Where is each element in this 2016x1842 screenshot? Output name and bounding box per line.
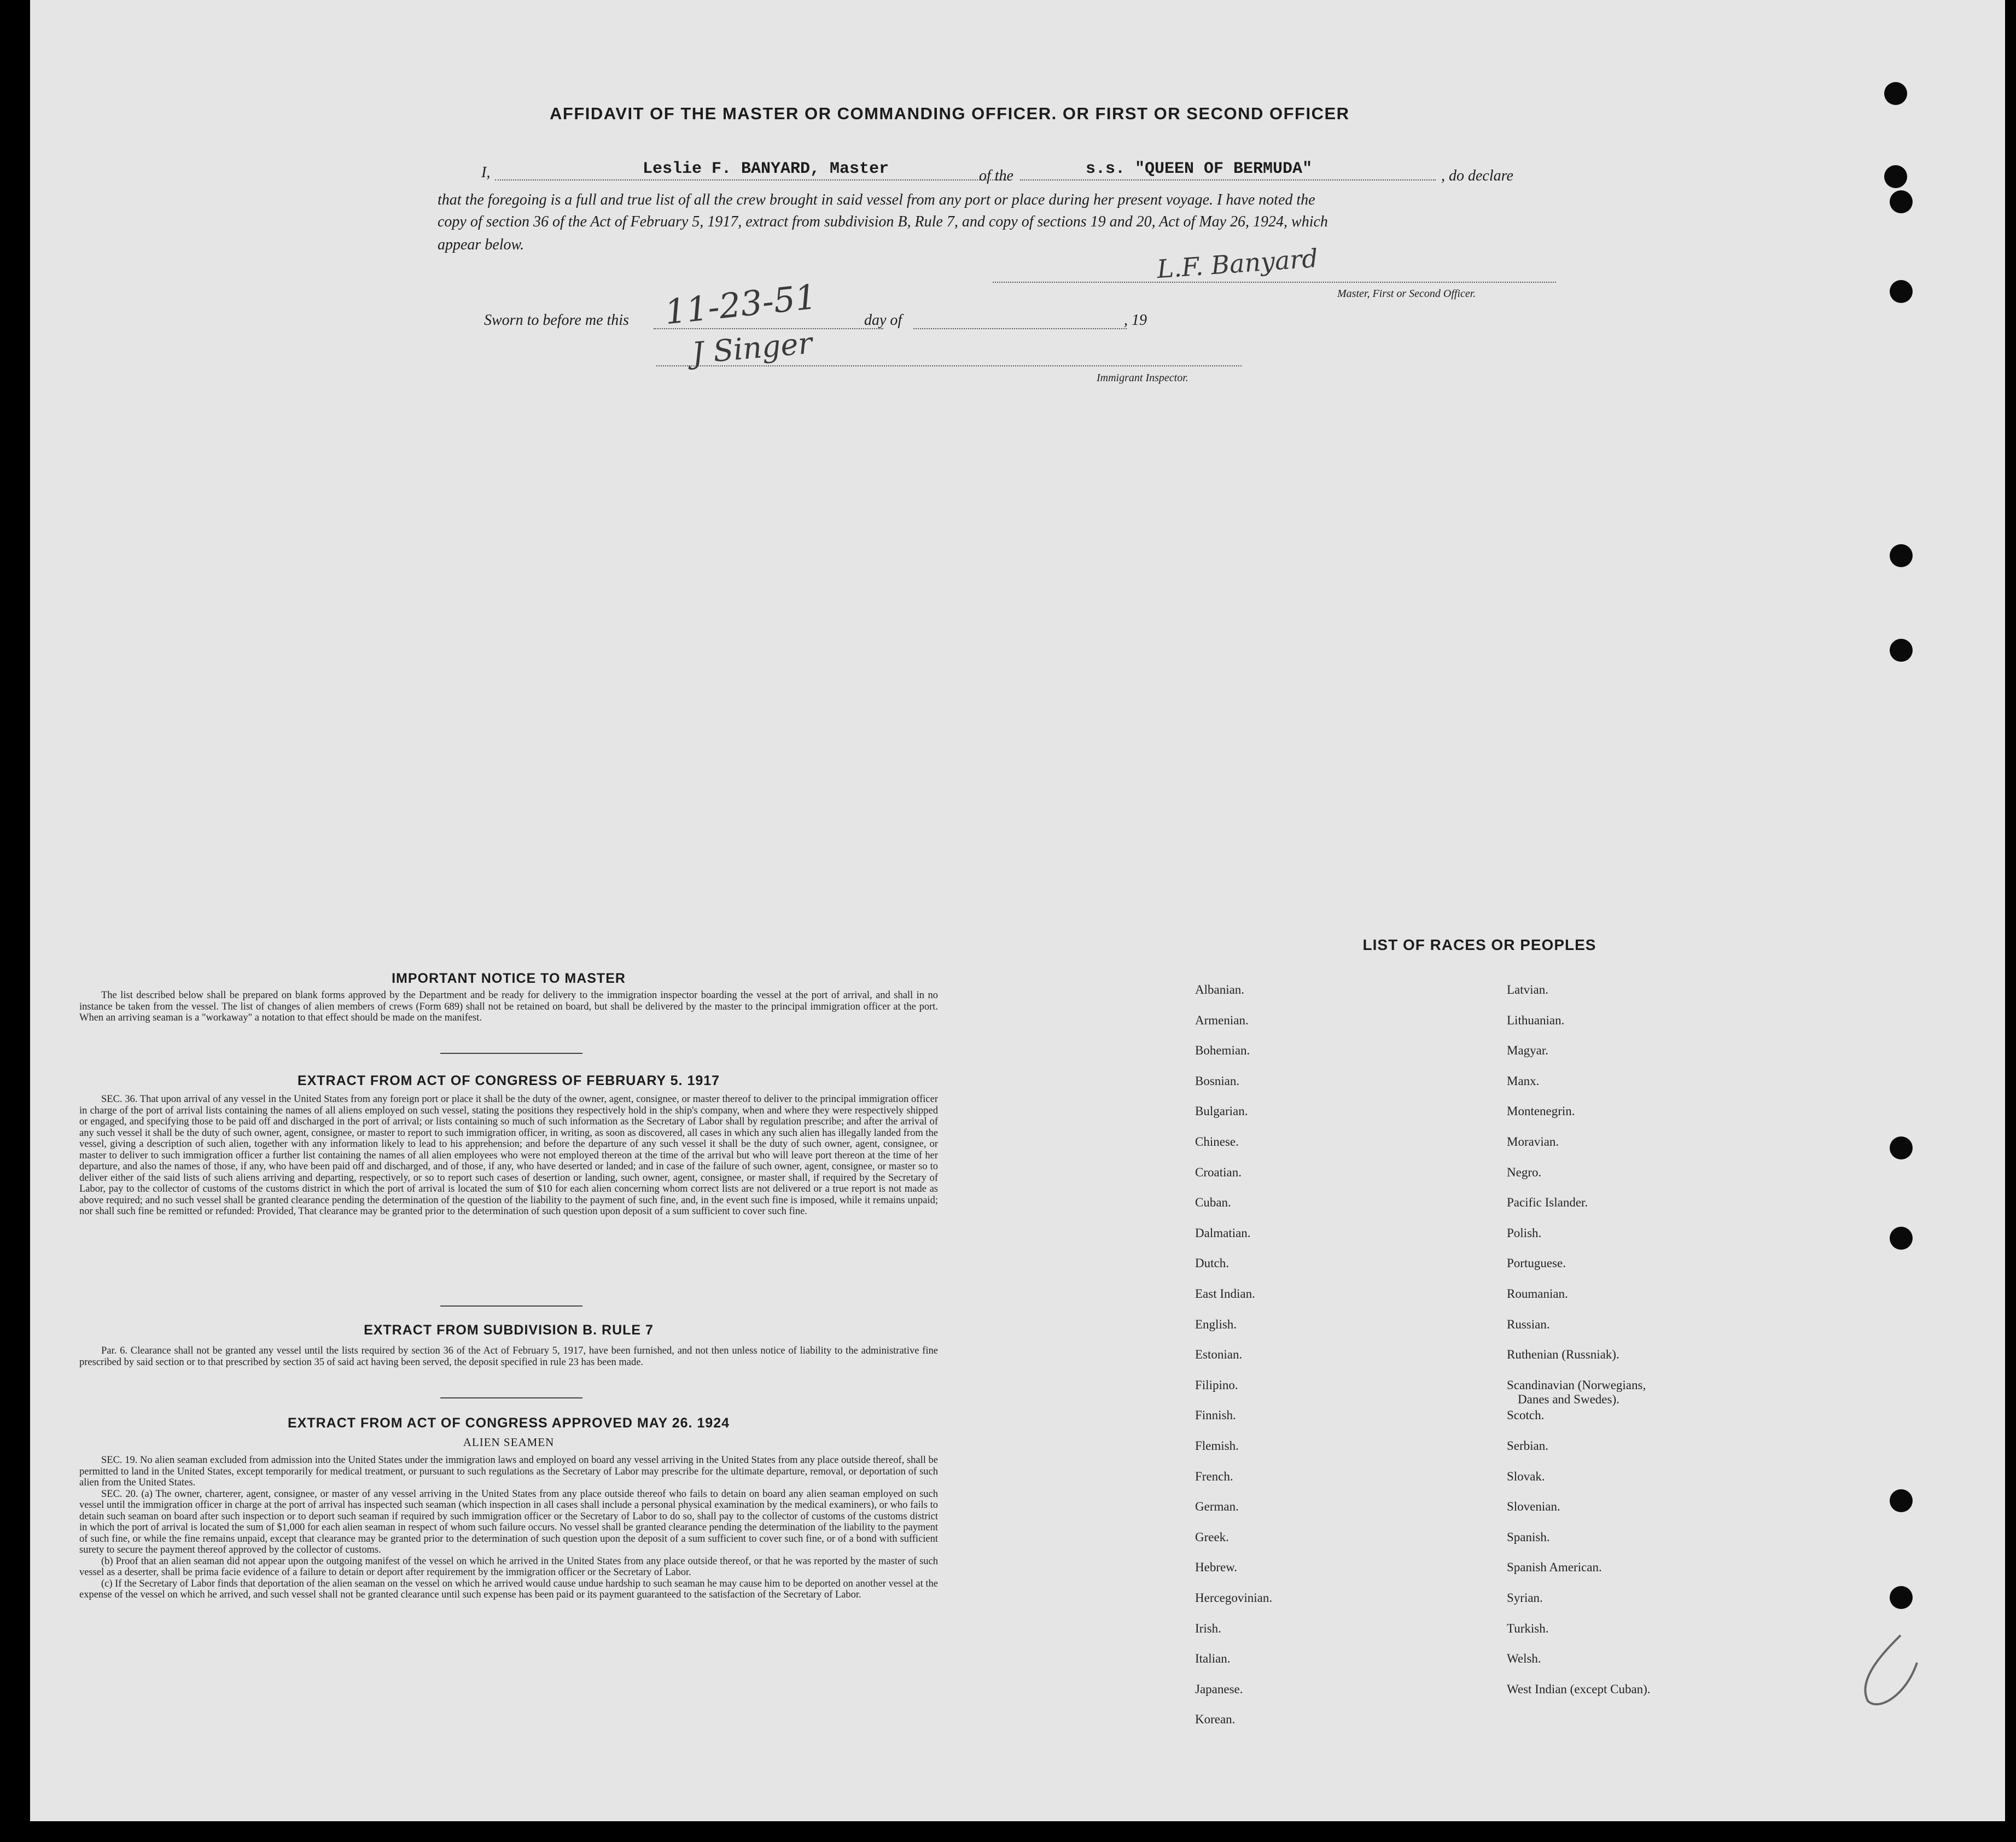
race-item: Finnish. [1195, 1408, 1236, 1423]
name-line [495, 179, 1006, 180]
race-item: Syrian. [1507, 1591, 1543, 1605]
race-item: Albanian. [1195, 983, 1245, 996]
day-of-label: day of [864, 312, 902, 329]
race-item: Slovak. [1507, 1469, 1545, 1483]
extract-1924-title: EXTRACT FROM ACT OF CONGRESS APPROVED MAY 26. 1924 [287, 1415, 730, 1431]
do-declare-label: , do declare [1441, 167, 1513, 184]
race-item: Turkish. [1507, 1621, 1549, 1635]
race-item: Magyar. [1507, 1044, 1549, 1058]
punch-hole [1890, 639, 1913, 662]
race-item: German. [1195, 1500, 1239, 1514]
sworn-label: Sworn to before me this [484, 312, 629, 329]
declaration-line-3: appear below. [438, 236, 525, 253]
race-item: Montenegrin. [1507, 1104, 1575, 1118]
sworn-date: 11-23-51 [662, 276, 819, 333]
race-item: Slovenian. [1507, 1500, 1560, 1514]
race-item: Irish. [1195, 1621, 1221, 1635]
race-item: Flemish. [1195, 1439, 1239, 1453]
race-item: Estonian. [1195, 1348, 1243, 1362]
race-item: Dalmatian. [1195, 1226, 1251, 1240]
race-item: Negro. [1507, 1165, 1542, 1179]
race-item: Moravian. [1507, 1135, 1559, 1149]
document-sheet [30, 0, 2005, 1821]
day-of-line [913, 328, 1127, 329]
punch-hole [1884, 165, 1907, 188]
year-prefix: , 19 [1124, 312, 1147, 329]
divider [440, 1053, 582, 1054]
race-item: French. [1195, 1469, 1233, 1483]
notice-body: The list described below shall be prepared on blank forms approved by the Department and be ready for delivery to the immigration inspector boarding the vessel at the port of arrival, and shall in no instance be taken from the vessel. The list of changes of alien members of crews (Form 689) shall not be retained on board, but shall be delivered by the master to the principal immigration officer at the port. When an arriving seaman is a "workaway" a notation to that effect should be made on the manifest. [79, 990, 938, 1023]
race-item: Hercegovinian. [1195, 1591, 1273, 1605]
punch-hole [1890, 190, 1913, 213]
race-item: Italian. [1195, 1652, 1231, 1666]
punch-hole [1890, 280, 1913, 303]
race-item: Welsh. [1507, 1652, 1541, 1666]
race-item: Portuguese. [1507, 1256, 1566, 1270]
race-item: Roumanian. [1507, 1287, 1568, 1301]
inspector-signature: J Singer [690, 325, 814, 371]
race-item: Bohemian. [1195, 1044, 1250, 1058]
race-item: Dutch. [1195, 1256, 1229, 1270]
sec-20b: (b) Proof that an alien seaman did not appear upon the outgoing manifest of the vessel on which he arrived in the United States from any place outside thereof, or that he was reported by the master of such vessel as a deserter, shall be prima facie evidence of a failure to detain or deport after requirement by the immigration officer or the Secretary of Labor. [79, 1555, 938, 1578]
race-item: Scotch. [1507, 1408, 1545, 1423]
punch-hole [1890, 1489, 1913, 1512]
race-item: Scandinavian (Norwegians, [1507, 1378, 1646, 1392]
race-item: Croatian. [1195, 1165, 1242, 1179]
extract-rule7-body: Par. 6. Clearance shall not be granted any vessel until the lists required by section 36 of the Act of February 5, 1917, have been furnished, and not then unless notice of liability to the administrative fine prescribed by said section or to that prescribed by section 35 of said act having been served, the deposit specified in rule 23 has been made. [79, 1345, 938, 1368]
declaration-line-1: that the foregoing is a full and true list of all the crew brought in said vessel from any port or place during her present voyage. I have noted the [438, 191, 1315, 208]
race-item: East Indian. [1195, 1287, 1255, 1301]
inspector-line [656, 365, 1242, 366]
race-item: Bulgarian. [1195, 1104, 1248, 1118]
pen-mark [1835, 1630, 1933, 1712]
extract-1917-body: SEC. 36. That upon arrival of any vessel in the United States from any foreign port or place it shall be the duty of the owner, agent, consignee, or master thereof to deliver to the principal immigration officer in charge of the port of arrival lists containing the names of all aliens employed on such vessel, stating the positions they respectively hold in the ship's company, when and where they were respectively shipped or engaged, and specifying those to be paid off and discharged in the port of arrival; or lists containing so much of such information as the Secretary of Labor shall by regulation prescribe; and after the arrival of any such vessel it shall be the duty of such owner, agent, consignee, or master to report to such immigration officer, in writing, as soon as discovered, all cases in which any such alien has illegally landed from the vessel, giving a description of such alien, together with any information likely to lead to his apprehension; and before the departure of any such vessel it shall be the duty of such owner, agent, consignee, or master to deliver to such immigration officer a further list containing the names of all alien employees who were not employed thereon at the time of the arrival but who will leave port thereon at the time of her departure, and also the names of those, if any, who have been paid off and discharged, and of those, if any, who have deserted or landed; and in case of the failure of such owner, agent, consignee, or master so to deliver either of the said lists of such aliens arriving and departing, respectively, or so to report such cases of desertion or landing, such owner, agent, consignee, or master shall, if required by the Secretary of Labor, pay to the collector of customs of the customs district in which the port of arrival is located the sum of $10 for each alien concerning whom correct lists are not delivered or a true report is not made as above required; and no such vessel shall be granted clearance pending the determination of the question of the liability to the payment of such fine, and, in the event such fine is imposed, while it remains unpaid; nor shall such fine be remitted or refunded: Provided, That clearance may be granted prior to the determination of such question upon deposit of a sum sufficient to cover such fine. [79, 1094, 938, 1217]
race-item: Cuban. [1195, 1196, 1231, 1210]
i-label: I, [481, 164, 491, 181]
race-item: Bosnian. [1195, 1074, 1240, 1088]
race-item: Chinese. [1195, 1135, 1239, 1149]
sec-20c: (c) If the Secretary of Labor finds that deportation of the alien seaman on the vessel on which he arrived would cause undue hardship to such seaman he may cause him to be deported on another vessel at the expense of the vessel on which he arrived, and such vessel shall not be granted clearance until such expense has been paid or its payment guaranteed to the satisfaction of the Secretary of Labor. [79, 1578, 938, 1600]
master-signature: L.F. Banyard [1156, 243, 1319, 284]
punch-hole [1890, 1227, 1913, 1250]
race-item: Lithuanian. [1507, 1013, 1565, 1027]
punch-hole [1890, 544, 1913, 567]
extract-1924-body [79, 1455, 938, 1601]
race-item: Filipino. [1195, 1378, 1238, 1392]
race-item: Pacific Islander. [1507, 1196, 1588, 1210]
of-the-label: of the [979, 167, 1013, 184]
race-item: Danes and Swedes). [1518, 1392, 1619, 1406]
punch-hole [1890, 1586, 1913, 1609]
master-name: Leslie F. BANYARD, Master [643, 160, 889, 178]
notice-title: IMPORTANT NOTICE TO MASTER [392, 971, 626, 986]
punch-hole [1890, 1136, 1913, 1159]
vessel-line [1020, 179, 1436, 180]
race-item: West Indian (except Cuban). [1507, 1682, 1651, 1696]
signature-caption: Master, First or Second Officer. [1337, 288, 1476, 300]
race-item: Latvian. [1507, 983, 1548, 996]
extract-1924-subtitle: ALIEN SEAMEN [463, 1436, 555, 1449]
declaration-line-2: copy of section 36 of the Act of February 5, 1917, extract from subdivision B, Rule 7, and copy of sections 19 and 20, Act of May 26, 1924, which [438, 213, 1328, 230]
races-title: LIST OF RACES OR PEOPLES [1362, 936, 1597, 953]
extract-1917-title: EXTRACT FROM ACT OF CONGRESS OF FEBRUARY 5. 1917 [297, 1073, 720, 1088]
race-item: English. [1195, 1317, 1237, 1331]
divider [440, 1305, 582, 1307]
inspector-caption: Immigrant Inspector. [1097, 372, 1188, 384]
race-item: Polish. [1507, 1226, 1542, 1240]
sec-19: SEC. 19. No alien seaman excluded from admission into the United States under the immigration laws and employed on board any vessel arriving in the United States from any place outside thereof, shall be permitted to land in the United States, except temporarily for medical treatment, or pursuant to such regulations as the Secretary of Labor may prescribe for the ultimate departure, removal, or deportation of such alien from the United States. [79, 1455, 938, 1488]
signature-line [993, 282, 1556, 283]
race-item: Armenian. [1195, 1013, 1249, 1027]
vessel-name: s.s. "QUEEN OF BERMUDA" [1086, 160, 1313, 178]
race-item: Hebrew. [1195, 1560, 1238, 1575]
extract-rule7-title: EXTRACT FROM SUBDIVISION B. RULE 7 [364, 1322, 654, 1338]
race-item: Ruthenian (Russniak). [1507, 1348, 1619, 1362]
race-item: Japanese. [1195, 1682, 1243, 1696]
race-item: Spanish. [1507, 1530, 1550, 1544]
divider [440, 1397, 582, 1398]
punch-hole [1884, 82, 1907, 105]
race-item: Spanish American. [1507, 1560, 1602, 1575]
race-item: Greek. [1195, 1530, 1229, 1544]
race-item: Russian. [1507, 1317, 1550, 1331]
race-item: Korean. [1195, 1712, 1236, 1727]
affidavit-title: AFFIDAVIT OF THE MASTER OR COMMANDING OFFICER. OR FIRST OR SECOND OFFICER [550, 104, 1350, 123]
race-item: Manx. [1507, 1074, 1540, 1088]
race-item: Serbian. [1507, 1439, 1549, 1453]
sec-20a: SEC. 20. (a) The owner, charterer, agent, consignee, or master of any vessel arriving in the United States from any place outside thereof who fails to detain on board any alien seaman employed on such vessel until the immigration officer in charge at the port of arrival has inspected such seaman (which inspection in all cases shall include a personal physical examination by the medical examiners), or who fails to detain such seaman on board after such inspection or to deport such seaman if required by such immigration officer or the Secretary of Labor to do so, shall pay to the collector of customs of the customs district in which the port of arrival is located the sum of $1,000 for each alien seaman in respect of whom such failure occurs. No vessel shall be granted clearance pending the determination of the liability to the payment of such fine, or while the fine remains unpaid, except that clearance may be granted prior to the determination of such question upon the deposit of a sum sufficient to cover such fine, or of a bond with sufficient surety to secure the payment thereof approved by the collector of customs. [79, 1488, 938, 1555]
